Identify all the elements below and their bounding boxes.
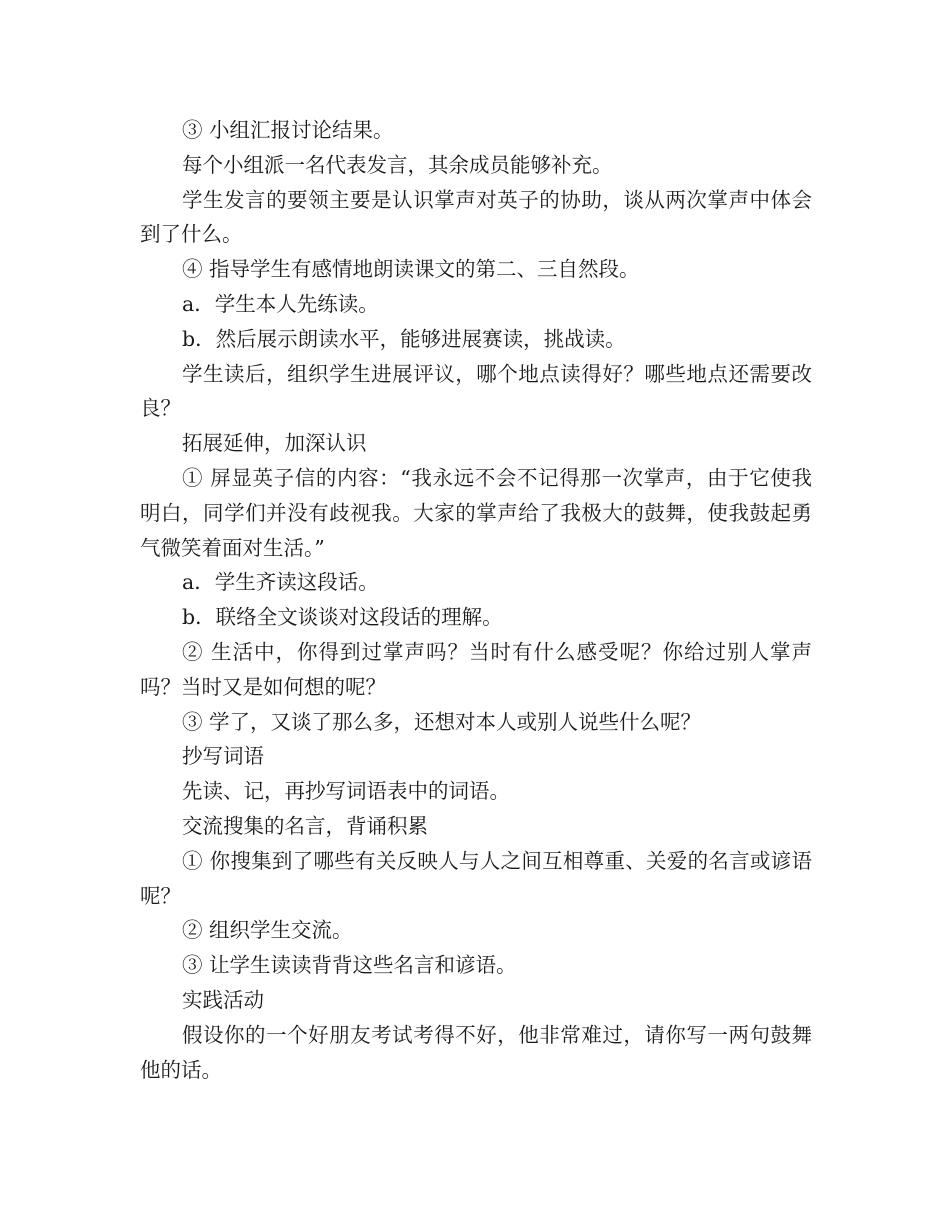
paragraph-guide-reading: ④ 指导学生有感情地朗读课文的第二、三自然段。 xyxy=(182,257,640,282)
paragraph-understanding: b．联络全文谈谈对这段话的理解。 xyxy=(182,605,503,630)
paragraph-evaluation: 学生读后，组织学生进展评议，哪个地点读得好？哪些地点还需要改良？ xyxy=(140,361,812,421)
section-heading-extension: 拓展延伸，加深认识 xyxy=(182,431,367,456)
paragraph-practice-reading: a．学生本人先练读。 xyxy=(182,291,379,316)
paragraph-copy-words: 先读、记，再抄写词语表中的词语。 xyxy=(182,779,510,804)
paragraph-representative: 每个小组派一名代表发言，其余成员能够补充。 xyxy=(182,152,613,177)
paragraph-exchange: ② 组织学生交流。 xyxy=(182,918,353,943)
paragraph-yingzi-letter: ① 屏显英子信的内容：“我永远不会不记得那一次掌声，由于它使我明白，同学们并没有歧视我。大家的掌声给了我极大的鼓舞，使我鼓起勇气微笑着面对生活。” xyxy=(140,465,812,560)
section-heading-copy-words: 抄写词语 xyxy=(182,744,264,769)
section-heading-practice: 实践活动 xyxy=(182,987,264,1012)
paragraph-what-to-say: ③ 学了，又谈了那么多，还想对本人或别人说些什么呢？ xyxy=(182,709,702,734)
paragraph-recite: ③ 让学生读读背背这些名言和谚语。 xyxy=(182,953,517,978)
document-body xyxy=(140,113,812,1087)
paragraph-show-reading: b．然后展示朗读水平，能够进展赛读，挑战读。 xyxy=(182,326,626,351)
paragraph-collected-quotes: ① 你搜集到了哪些有关反映人与人之间互相尊重、关爱的名言或谚语呢？ xyxy=(140,848,812,908)
paragraph-applause-life: ② 生活中，你得到过掌声吗？当时有什么感受呢？你给过别人掌声吗？当时又是如何想的呢？ xyxy=(140,639,812,699)
paragraph-group-report: ③ 小组汇报讨论结果。 xyxy=(182,118,394,142)
paragraph-speech-points: 学生发言的要领主要是认识掌声对英子的协助，谈从两次掌声中体会到了什么。 xyxy=(140,187,812,247)
section-heading-quotes: 交流搜集的名言，背诵积累 xyxy=(182,813,428,838)
paragraph-read-together: a．学生齐读这段话。 xyxy=(182,570,379,595)
paragraph-encourage-friend: 假设你的一个好朋友考试考得不好，他非常难过，请你写一两句鼓舞他的话。 xyxy=(140,1022,812,1082)
